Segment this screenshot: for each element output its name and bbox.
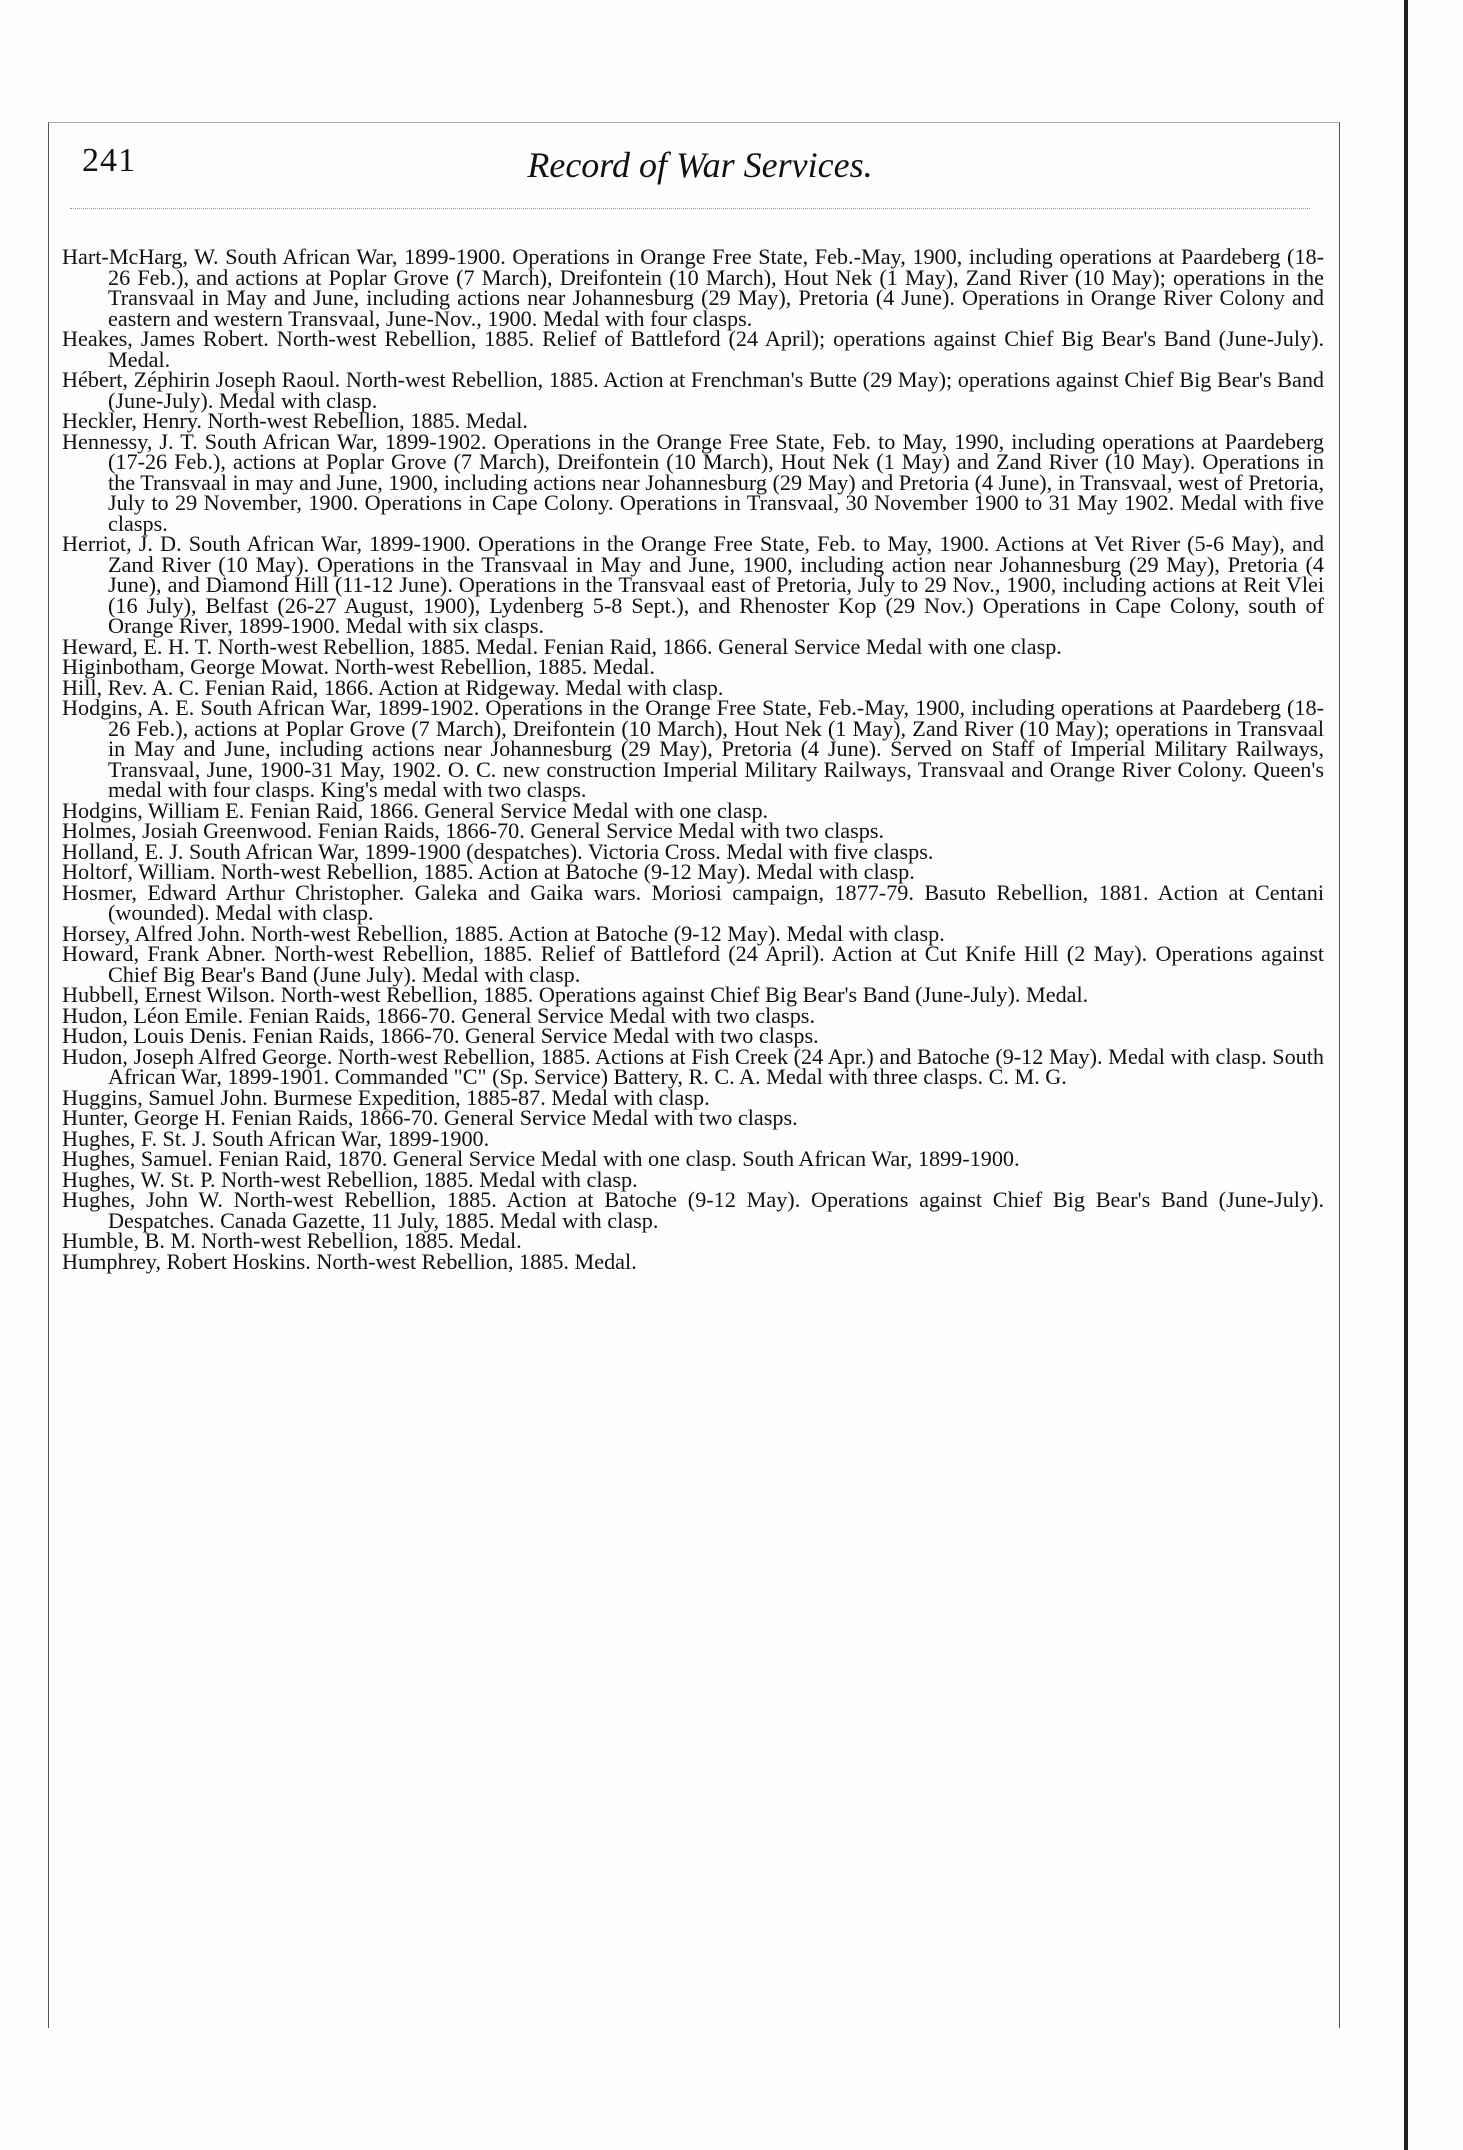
entry-name: Hunter, George H. — [62, 1105, 226, 1130]
entry-text: Fenian Raid, 1870. General Service Medal with one clasp. South African War, 1899-1900. — [218, 1146, 1020, 1171]
entry-name: Hughes, F. St. J. — [62, 1125, 207, 1151]
entry-text: Fenian Raids, 1866-70. General Service Medal with two clasps. — [252, 1023, 819, 1048]
entry-text: South African War, 1899-1900. Operations in Orange Free State, Feb.-May, 1900, including operations at Paardeberg (18-26 Feb.), and actions at Poplar Grove (7 March), Dreifontein (10 March), Hout Nek (1 May), Zand River (10 May); operations in the Transvaal in May and June, including actions near Johannesburg (29 May), Pretoria (4 June). Operations in Orange River Colony and eastern and western Transvaal, June-Nov., 1900. Medal with four clasps. — [108, 244, 1325, 331]
entry-name: Higinbotham, George Mowat. — [62, 654, 330, 679]
entry-text: North-west Rebellion, 1885. Medal. Fenian Raid, 1866. General Service Medal with one clasp. — [217, 633, 1062, 659]
entry-name: Hosmer, Edward Arthur Christopher. — [62, 879, 405, 905]
entry-text: North-west Rebellion, 1885. Relief of Battleford (24 April). Action at Cut Knife Hill (2 May). Operations against Chief Big Bear's Band (June July). Medal with clasp. — [108, 941, 1324, 987]
header-divider — [70, 208, 1310, 209]
entry-text: South African War, 1899-1902. Operations in the Orange Free State, Feb.-May, 1900, including operations at Paardeberg (18-26 Feb.), actions at Poplar Grove (7 March), Dreifontein (10 March), Hout Nek (1 May), Zand River (10 May); operations in Transvaal in May and June, including actions near Johannesburg (29 May), Pretoria (4 June). Served on Staff of Imperial Military Railways, Transvaal, June, 1900-31 May, 1902. O. C. new construction Imperial Military Railways, Transvaal and Orange River Colony. Queen's medal with four clasps. King's medal with two clasps. — [108, 695, 1325, 802]
entry-text: North-west Rebellion, 1885. Action at Batoche (9-12 May). Operations against Chief Big Bear's Band (June-July). Despatches. Canada Gazette, 11 July, 1885. Medal with clasp. — [108, 1187, 1324, 1233]
service-entry — [62, 879, 1324, 925]
entry-name: Hughes, Samuel. — [62, 1146, 213, 1171]
service-entry — [62, 1043, 1325, 1089]
entry-text: North-west Rebellion, 1885. Operations against Chief Big Bear's Band (June-July). Medal. — [280, 982, 1089, 1007]
entry-name: Howard, Frank Abner. — [62, 941, 266, 966]
entry-name: Hubbell, Ernest Wilson. — [62, 982, 276, 1007]
entry-name: Horsey, Alfred John. — [62, 920, 246, 946]
page-number: 241 — [82, 142, 136, 179]
entry-name: Huggins, Samuel John. — [62, 1084, 268, 1110]
entry-text: South African War, 1899-1900 (despatches). Victoria Cross. Medal with five clasps. — [188, 838, 934, 864]
entry-text: Fenian Raid, 1866. Action at Ridgeway. Medal with clasp. — [204, 674, 724, 700]
service-entry — [62, 1248, 1324, 1274]
entry-name: Hill, Rev. A. C. — [62, 674, 200, 700]
entry-name: Humphrey, Robert Hoskins. — [62, 1248, 311, 1274]
running-title: Record of War Services. — [527, 145, 873, 185]
service-entry — [62, 428, 1325, 536]
entry-name: Holmes, Josiah Greenwood. — [62, 818, 313, 843]
entry-name: Holland, E. J. — [62, 838, 184, 864]
entry-text: North-west Rebellion, 1885. Action at Frenchman's Butte (29 May); operations against Chief Big Bear's Band (June-July). Medal with clasp. — [108, 367, 1325, 413]
entries-list — [62, 244, 1325, 1274]
entry-name: Hodgins, William E. — [62, 797, 245, 823]
entry-text: North-west Rebellion, 1885. Medal with clasp. — [221, 1166, 638, 1192]
service-entry — [62, 244, 1325, 331]
entry-text: North-west Rebellion, 1885. Action at Batoche (9-12 May). Medal with clasp. — [250, 920, 945, 946]
entry-text: North-west Rebellion, 1885. Medal. — [334, 654, 656, 679]
service-entry — [62, 695, 1325, 802]
entry-text: North-west Rebellion, 1885. Relief of Battleford (24 April); operations against Chief Big Bear's Band (June-July). Medal. — [108, 326, 1325, 372]
entry-text: Fenian Raids, 1866-70. General Service Medal with two clasps. — [317, 818, 885, 843]
entry-text: Fenian Raids, 1866-70. General Service Medal with two clasps. — [248, 1002, 815, 1028]
entry-name: Holtorf, William. — [62, 859, 216, 884]
entry-name: Hughes, W. St. P. — [62, 1166, 216, 1192]
entry-name: Hudon, Joseph Alfred George. — [62, 1043, 333, 1069]
service-entry — [62, 1187, 1324, 1233]
entry-name: Hodgins, A. E. — [62, 695, 195, 720]
entry-name: Hébert, Zéphirin Joseph Raoul. — [62, 367, 341, 392]
entry-text: Burmese Expedition, 1885-87. Medal with clasp. — [273, 1084, 710, 1110]
entry-name: Hughes, John W. — [62, 1187, 223, 1212]
entry-text: North-west Rebellion, 1885. Medal. — [316, 1248, 637, 1274]
service-entry — [62, 367, 1325, 413]
entry-text: Fenian Raids, 1866-70. General Service Medal with two clasps. — [231, 1105, 798, 1130]
entry-text: North-west Rebellion, 1885. Actions at Fish Creek (24 Apr.) and Batoche (9-12 May). Medal with clasp. South African War, 1899-1901. Commanded "C" (Sp. Service) Battery, R. C. A. Medal with three clasps. C. M. G. — [108, 1043, 1325, 1089]
entry-text: Fenian Raid, 1866. General Service Medal with one clasp. — [249, 797, 769, 823]
entry-text: North-west Rebellion, 1885. Medal. — [207, 408, 528, 433]
entry-name: Heakes, James Robert. — [62, 326, 269, 351]
entry-name: Hudon, Louis Denis. — [62, 1023, 247, 1048]
service-entry — [62, 941, 1324, 987]
entry-name: Hart-McHarg, W. — [62, 244, 219, 269]
entry-text: South African War, 1899-1900. Operations in the Orange Free State, Feb. to May, 1900. Actions at Vet River (5-6 May), and Zand River (10 May). Operations in the Transvaal in May and June, 1900, including action near Johannesburg (29 May), Pretoria (4 June), and Diamond Hill (11-12 June). Operations in the Transvaal east of Pretoria, July to 29 Nov., 1900, including actions at Reit Vlei (16 July), Belfast (26-27 August, 1900), Lydenberg 5-8 Sept.), and Rhenoster Kop (29 Nov.) Operations in Cape Colony, south of Orange River, 1899-1900. Medal with six clasps. — [108, 531, 1325, 638]
entry-text: North-west Rebellion, 1885. Medal. — [201, 1228, 522, 1253]
entry-text: Galeka and Gaika wars. Moriosi campaign, 1877-79. Basuto Rebellion, 1881. Action at Centani (wounded). Medal with clasp. — [108, 879, 1324, 925]
entry-name: Heckler, Henry. — [62, 408, 202, 433]
entry-text: South African War, 1899-1900. — [211, 1125, 490, 1151]
entry-name: Hennessy, J. T. — [62, 428, 198, 454]
service-entry — [62, 531, 1325, 638]
page-edge-rule — [1404, 0, 1408, 2150]
entry-name: Herriot, J. D. — [62, 531, 182, 556]
entry-name: Humble, B. M. — [62, 1228, 196, 1253]
entry-name: Hudon, Léon Emile. — [62, 1002, 244, 1028]
entry-name: Heward, E. H. T. — [62, 633, 213, 659]
entry-text: North-west Rebellion, 1885. Action at Batoche (9-12 May). Medal with clasp. — [220, 859, 915, 884]
service-entry — [62, 326, 1325, 372]
entry-text: South African War, 1899-1902. Operations in the Orange Free State, Feb. to May, 1990, including operations at Paardeberg (17-26 Feb.), actions at Poplar Grove (7 March), Dreifontein (10 March), Hout Nek (1 May) and Zand River (10 May). Operations in the Transvaal in may and June, 1900, including actions near Johannesburg (29 May) and Pretoria (4 June), in Transvaal, west of Pretoria, July to 29 November, 1900. Operations in Cape Colony. Operations in Transvaal, 30 November 1900 to 31 May 1902. Medal with five clasps. — [108, 428, 1325, 536]
